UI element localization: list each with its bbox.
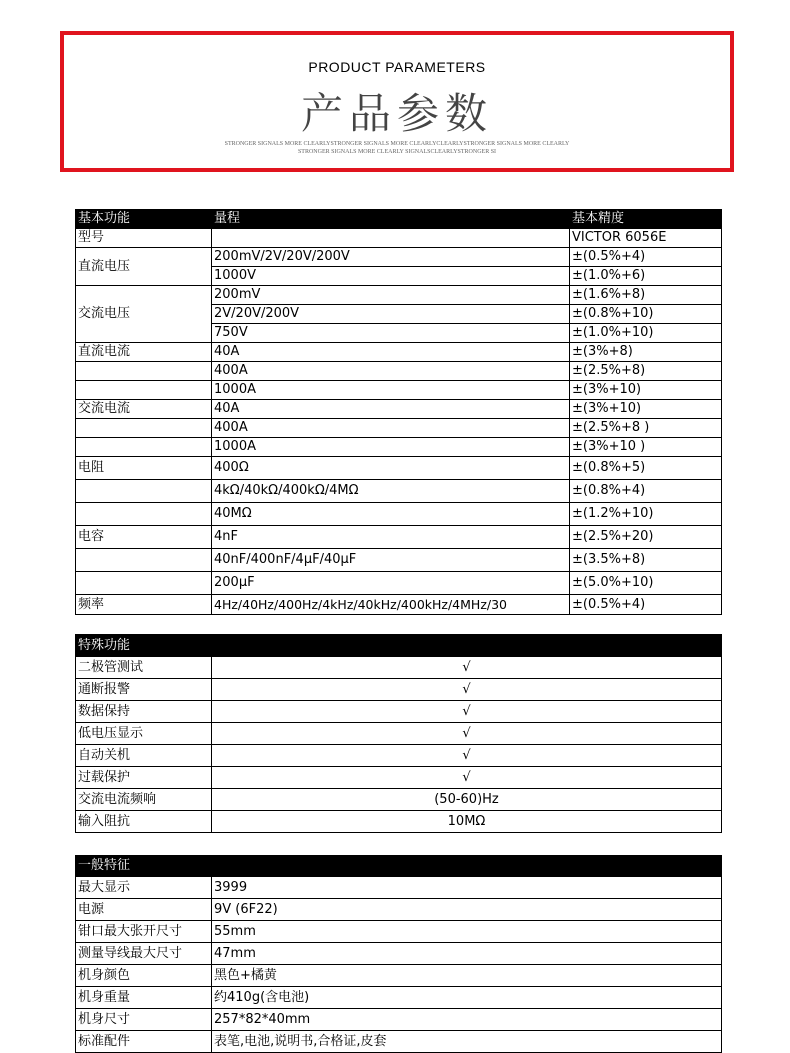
table-row	[76, 921, 722, 943]
spec-label: 机身颜色	[76, 965, 212, 987]
range-cell: 400Ω	[212, 457, 570, 480]
acv-label: 交流电压	[76, 286, 212, 343]
special-header: 特殊功能	[76, 635, 722, 657]
feature-value: √	[212, 657, 722, 679]
table-header-row	[76, 635, 722, 657]
table-row	[76, 723, 722, 745]
accuracy-cell: ±(1.0%+10)	[570, 324, 722, 343]
feature-value: 10MΩ	[212, 811, 722, 833]
table-row	[76, 457, 722, 480]
table-row	[76, 549, 722, 572]
feature-label: 数据保持	[76, 701, 212, 723]
feature-value: (50-60)Hz	[212, 789, 722, 811]
spec-label: 测量导线最大尺寸	[76, 943, 212, 965]
dcv-label: 直流电压	[76, 248, 212, 286]
table-row	[76, 400, 722, 419]
accuracy-cell: ±(0.8%+5)	[570, 457, 722, 480]
accuracy-cell: ±(1.2%+10)	[570, 503, 722, 526]
spec-value: 257*82*40mm	[212, 1009, 722, 1031]
spec-value: 3999	[212, 877, 722, 899]
range-cell: 40MΩ	[212, 503, 570, 526]
table-row	[76, 480, 722, 503]
table-row	[76, 248, 722, 267]
table-row	[76, 419, 722, 438]
range-cell: 4kΩ/40kΩ/400kΩ/4MΩ	[212, 480, 570, 503]
accuracy-cell: ±(3.5%+8)	[570, 549, 722, 572]
spec-value: 表笔,电池,说明书,合格证,皮套	[212, 1031, 722, 1053]
accuracy-cell: ±(2.5%+20)	[570, 526, 722, 549]
spec-value: 约410g(含电池)	[212, 987, 722, 1009]
accuracy-cell: ±(2.5%+8)	[570, 362, 722, 381]
range-cell: 4Hz/40Hz/400Hz/4kHz/40kHz/400kHz/4MHz/30	[212, 595, 570, 615]
accuracy-cell: ±(1.0%+6)	[570, 267, 722, 286]
model-range-empty	[212, 229, 570, 248]
spec-label: 电源	[76, 899, 212, 921]
range-cell: 2V/20V/200V	[212, 305, 570, 324]
table-row	[76, 987, 722, 1009]
table-row	[76, 381, 722, 400]
header-accuracy: 基本精度	[570, 210, 722, 229]
spec-value: 55mm	[212, 921, 722, 943]
table-row	[76, 657, 722, 679]
accuracy-cell: ±(1.6%+8)	[570, 286, 722, 305]
spec-label: 机身重量	[76, 987, 212, 1009]
empty-cell	[76, 362, 212, 381]
range-cell: 40A	[212, 343, 570, 362]
range-cell: 400A	[212, 419, 570, 438]
feature-label: 交流电流频响	[76, 789, 212, 811]
accuracy-cell: ±(0.8%+10)	[570, 305, 722, 324]
feature-label: 输入阻抗	[76, 811, 212, 833]
range-cell: 40nF/400nF/4μF/40μF	[212, 549, 570, 572]
banner-subtext-1: STRONGER SIGNALS MORE CLEARLYSTRONGER SIGNALS MORE CLEARLYCLEARLYSTRONGER SIGNALS MORE CLEARLY	[224, 141, 570, 147]
table-row	[76, 965, 722, 987]
accuracy-cell: ±(0.5%+4)	[570, 248, 722, 267]
feature-label: 过载保护	[76, 767, 212, 789]
accuracy-cell: ±(3%+8)	[570, 343, 722, 362]
accuracy-cell: ±(3%+10 )	[570, 438, 722, 457]
feature-value: √	[212, 745, 722, 767]
table-row	[76, 362, 722, 381]
feature-value: √	[212, 701, 722, 723]
table-header-row	[76, 210, 722, 229]
empty-cell	[76, 572, 212, 595]
empty-cell	[76, 419, 212, 438]
empty-cell	[76, 549, 212, 572]
feature-value: √	[212, 767, 722, 789]
cap-label: 电容	[76, 526, 212, 549]
basic-function-table	[75, 209, 722, 615]
accuracy-cell: ±(3%+10)	[570, 400, 722, 419]
table-row	[76, 679, 722, 701]
table-row	[76, 789, 722, 811]
table-row	[76, 1009, 722, 1031]
range-cell: 40A	[212, 400, 570, 419]
accuracy-cell: ±(0.5%+4)	[570, 595, 722, 615]
aca-label: 交流电流	[76, 400, 212, 419]
product-parameters-banner	[60, 31, 734, 172]
feature-value: √	[212, 723, 722, 745]
table-row	[76, 1031, 722, 1053]
model-label: 型号	[76, 229, 212, 248]
spec-label: 机身尺寸	[76, 1009, 212, 1031]
range-cell: 1000A	[212, 438, 570, 457]
accuracy-cell: ±(0.8%+4)	[570, 480, 722, 503]
empty-cell	[76, 503, 212, 526]
table-row	[76, 745, 722, 767]
range-cell: 1000V	[212, 267, 570, 286]
table-row	[76, 811, 722, 833]
spec-value: 黑色+橘黄	[212, 965, 722, 987]
table-row	[76, 595, 722, 615]
banner-title-cn: 产品参数	[300, 89, 493, 138]
table-row	[76, 701, 722, 723]
feature-label: 二极管测试	[76, 657, 212, 679]
model-value: VICTOR 6056E	[570, 229, 722, 248]
res-label: 电阻	[76, 457, 212, 480]
table-header-row	[76, 856, 722, 877]
range-cell: 750V	[212, 324, 570, 343]
spec-label: 最大显示	[76, 877, 212, 899]
feature-label: 低电压显示	[76, 723, 212, 745]
table-row	[76, 943, 722, 965]
empty-cell	[76, 381, 212, 400]
table-row	[76, 572, 722, 595]
table-row	[76, 526, 722, 549]
table-row	[76, 503, 722, 526]
table-row	[76, 899, 722, 921]
table-row	[76, 767, 722, 789]
table-row	[76, 229, 722, 248]
dca-label: 直流电流	[76, 343, 212, 362]
spec-label: 钳口最大张开尺寸	[76, 921, 212, 943]
special-function-table	[75, 634, 722, 833]
freq-label: 频率	[76, 595, 212, 615]
spec-value: 9V (6F22)	[212, 899, 722, 921]
feature-label: 通断报警	[76, 679, 212, 701]
range-cell: 1000A	[212, 381, 570, 400]
feature-label: 自动关机	[76, 745, 212, 767]
table-row	[76, 438, 722, 457]
banner-subtext-2: STRONGER SIGNALS MORE CLEARLY SIGNALSCLEARLYSTRONGER SI	[297, 149, 497, 155]
feature-value: √	[212, 679, 722, 701]
empty-cell	[76, 480, 212, 503]
spec-value: 47mm	[212, 943, 722, 965]
empty-cell	[76, 438, 212, 457]
accuracy-cell: ±(5.0%+10)	[570, 572, 722, 595]
range-cell: 200mV/2V/20V/200V	[212, 248, 570, 267]
table-row	[76, 877, 722, 899]
accuracy-cell: ±(2.5%+8 )	[570, 419, 722, 438]
table-row	[76, 343, 722, 362]
header-range: 量程	[212, 210, 570, 229]
general-spec-table	[75, 855, 722, 1053]
header-function: 基本功能	[76, 210, 212, 229]
range-cell: 200mV	[212, 286, 570, 305]
range-cell: 200μF	[212, 572, 570, 595]
banner-title-en: PRODUCT PARAMETERS	[308, 59, 486, 75]
general-header: 一般特征	[76, 856, 722, 877]
table-row	[76, 286, 722, 305]
accuracy-cell: ±(3%+10)	[570, 381, 722, 400]
range-cell: 400A	[212, 362, 570, 381]
range-cell: 4nF	[212, 526, 570, 549]
spec-label: 标准配件	[76, 1031, 212, 1053]
